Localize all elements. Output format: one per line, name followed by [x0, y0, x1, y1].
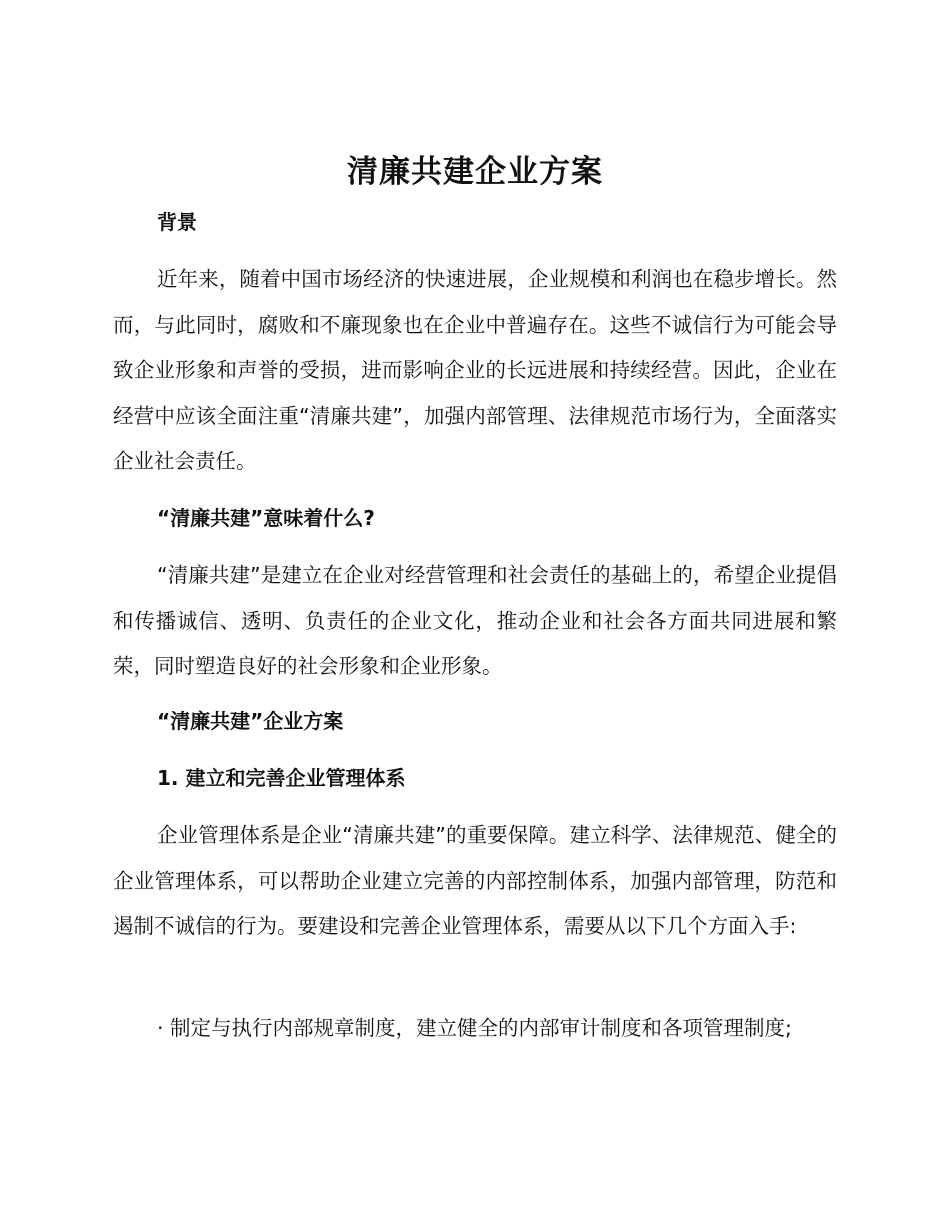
bullet-item-internal-rules: · 制定与执行内部规章制度，建立健全的内部审计制度和各项管理制度; [157, 1016, 792, 1040]
section-heading-meaning: “清廉共建”意味着什么? [157, 506, 375, 530]
section-heading-background: 背景 [157, 210, 197, 234]
paragraph-meaning: “清廉共建”是建立在企业对经营管理和社会责任的基础上的，希望企业提倡和传播诚信、透明、负责任的企业文化，推动企业和社会各方面共同进展和繁荣，同时塑造良好的社会形象和企业形象。 [113, 563, 837, 678]
document-title: 清廉共建企业方案 [347, 154, 603, 190]
section-heading-management-system: 1. 建立和完善企业管理体系 [157, 766, 406, 790]
paragraph-management-system: 企业管理体系是企业“清廉共建”的重要保障。建立科学、法律规范、健全的企业管理体系，可以帮助企业建立完善的内部控制体系，加强内部管理，防范和遏制不诚信的行为。要建设和完善企业管理体系，需要从以下几个方面入手: [113, 823, 837, 938]
section-heading-plan: “清廉共建”企业方案 [157, 709, 344, 733]
paragraph-background: 近年来，随着中国市场经济的快速进展，企业规模和利润也在稳步增长。然而，与此同时，腐败和不廉现象也在企业中普遍存在。这些不诚信行为可能会导致企业形象和声誉的受损，进而影响企业的长远进展和持续经营。因此，企业在经营中应该全面注重“清廉共建”，加强内部管理、法律规范市场行为，全面落实企业社会责任。 [113, 267, 837, 473]
